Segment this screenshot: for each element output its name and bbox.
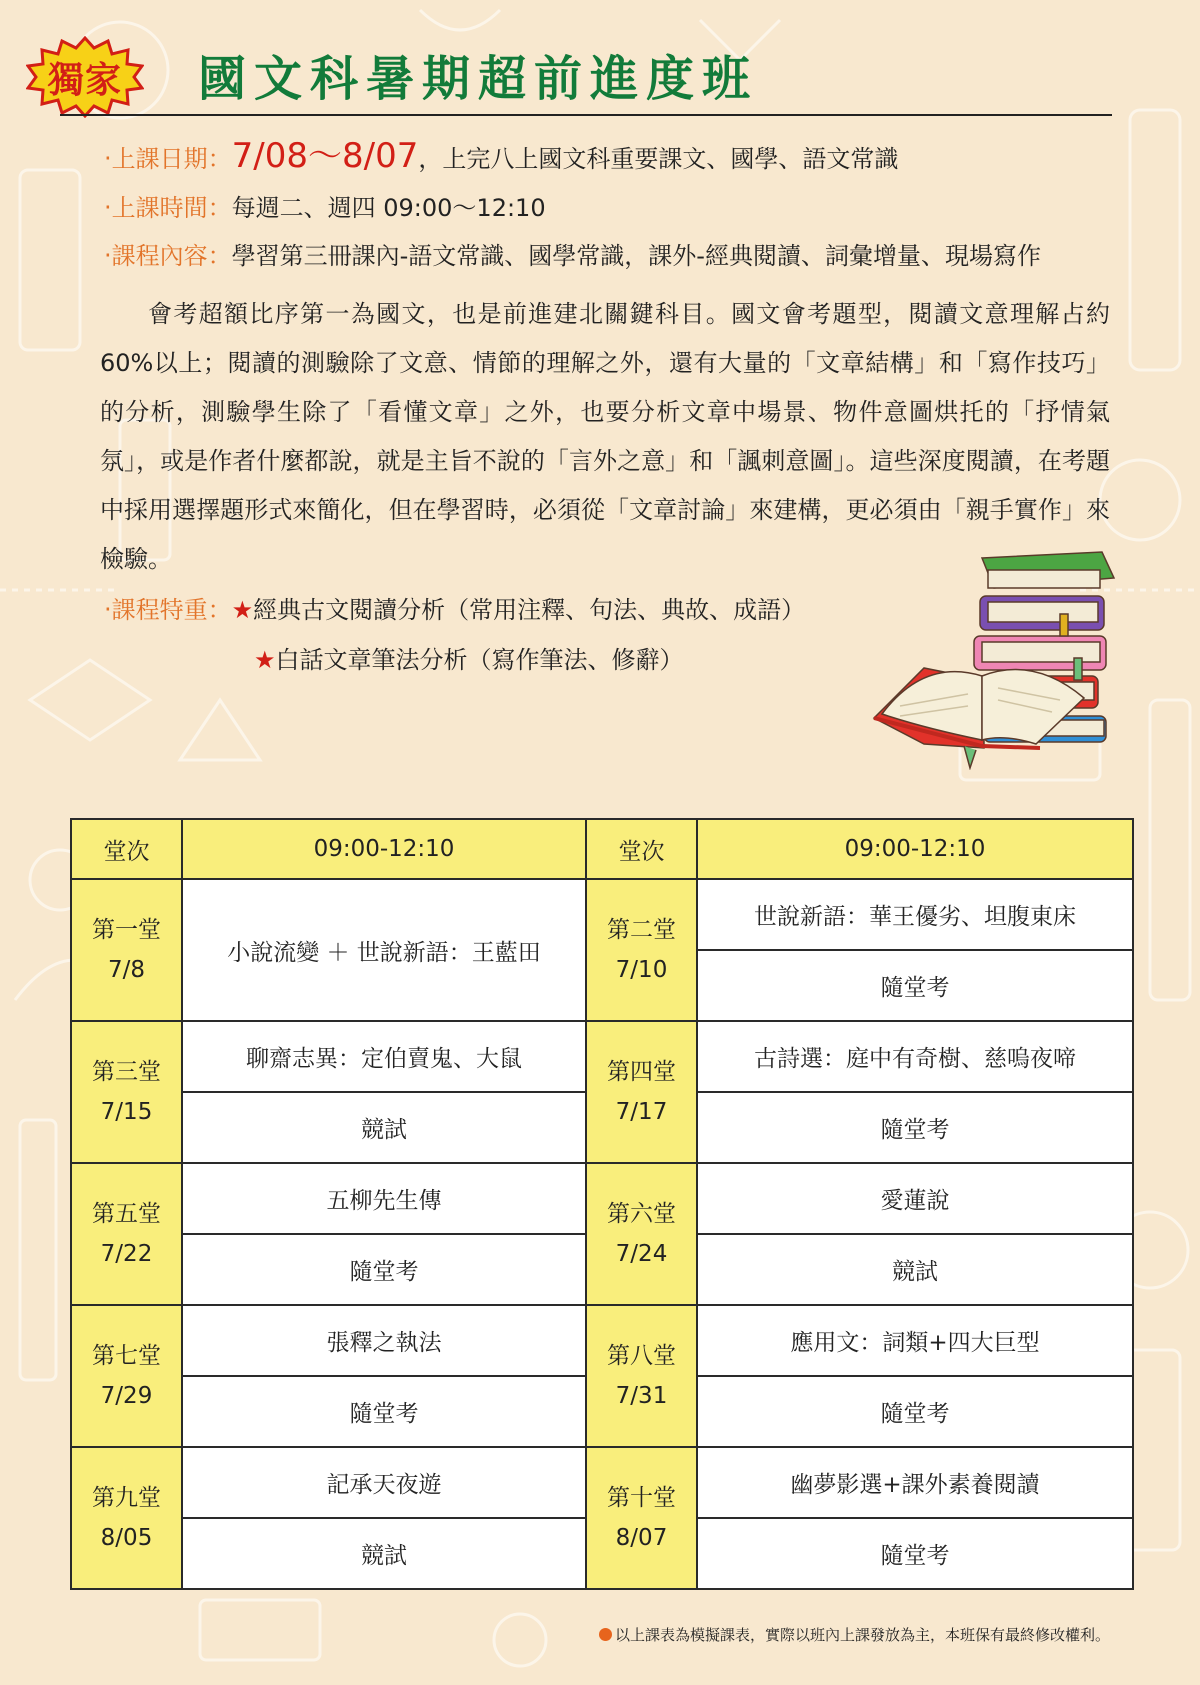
class-date-line <box>104 128 898 177</box>
session-date: 8/05 <box>100 1525 153 1551</box>
topic-cell: 隨堂考 <box>697 950 1133 1021</box>
class-date-label: ‧上課日期： <box>104 145 232 173</box>
session-date: 7/31 <box>615 1383 668 1409</box>
session-name: 第一堂 <box>92 917 161 943</box>
header-session-right: 堂次 <box>586 819 697 879</box>
course-content-line <box>104 236 1041 271</box>
session-date: 7/15 <box>100 1099 153 1125</box>
course-feature-item-1: 經典古文閱讀分析（常用注釋、句法、典故、成語） <box>253 596 806 624</box>
session-name: 第五堂 <box>92 1201 161 1227</box>
session-name: 第二堂 <box>607 917 676 943</box>
table-row <box>71 1305 1133 1376</box>
class-time-value: 每週二、週四 09:00～12:10 <box>231 194 546 222</box>
intro-paragraph: 會考超額比序第一為國文，也是前進建北關鍵科目。國文會考題型，閱讀文意理解占約60%以上；閱讀的測驗除了文意、情節的理解之外，還有大量的「文章結構」和「寫作技巧」的分析，測驗學生除了「看懂文章」之外，也要分析文章中場景、物件意圖烘托的「抒情氣氛」，或是作者什麼都說，就是主旨不說的「言外之意」和「諷刺意圖」。這些深度閱讀，在考題中採用選擇題形式來簡化，但在學習時，必須從「文章討論」來建構，更必須由「親手實作」來檢驗。 <box>100 300 1110 573</box>
topic-cell: 競試 <box>182 1518 586 1589</box>
star-icon: ★ <box>254 646 276 674</box>
table-row <box>71 1021 1133 1092</box>
session-cell <box>71 1163 182 1305</box>
topic-cell: 小說流變 ＋ 世說新語：王藍田 <box>182 879 586 1021</box>
class-date-start: 7/08 <box>231 136 308 176</box>
class-date-separator: ～ <box>308 136 342 176</box>
topic-cell: 競試 <box>697 1234 1133 1305</box>
header-time-left: 09:00-12:10 <box>182 819 586 879</box>
page-title: 國文科暑期超前進度班 <box>198 51 759 107</box>
header-session-left: 堂次 <box>71 819 182 879</box>
table-row <box>71 879 1133 950</box>
badge-label: 獨家 <box>47 59 122 101</box>
session-cell <box>71 1447 182 1589</box>
session-cell <box>71 1021 182 1163</box>
schedule-table <box>70 818 1134 1590</box>
session-date: 7/29 <box>100 1383 153 1409</box>
session-cell <box>586 1163 697 1305</box>
session-date: 8/07 <box>615 1525 668 1551</box>
topic-cell: 隨堂考 <box>697 1518 1133 1589</box>
class-date-description: ，上完八上國文科重要課文、國學、語文常識 <box>418 145 899 173</box>
table-header-row <box>71 819 1133 879</box>
session-name: 第八堂 <box>607 1343 676 1369</box>
session-name: 第十堂 <box>607 1485 676 1511</box>
topic-cell: 愛蓮說 <box>697 1163 1133 1234</box>
header-time-right: 09:00-12:10 <box>697 819 1133 879</box>
topic-cell: 聊齋志異：定伯賣鬼、大鼠 <box>182 1021 586 1092</box>
table-row <box>71 1447 1133 1518</box>
topic-cell: 隨堂考 <box>697 1092 1133 1163</box>
class-date-end: 8/07 <box>342 136 419 176</box>
exclusive-badge <box>26 36 144 118</box>
course-feature-line-2 <box>254 640 684 675</box>
table-row <box>71 1163 1133 1234</box>
session-cell <box>586 1305 697 1447</box>
session-name: 第三堂 <box>92 1059 161 1085</box>
bullet-dot-icon <box>599 1628 612 1641</box>
course-content-value: 學習第三冊課內-語文常識、國學常識，課外-經典閱讀、詞彙增量、現場寫作 <box>231 242 1041 270</box>
course-feature-label: ‧課程特重： <box>104 596 232 624</box>
course-feature-line-1 <box>104 590 805 625</box>
footnote <box>599 1624 1110 1645</box>
session-cell <box>586 1447 697 1589</box>
session-date: 7/22 <box>100 1241 153 1267</box>
topic-cell: 世說新語：華王優劣、坦腹東床 <box>697 879 1133 950</box>
topic-cell: 競試 <box>182 1092 586 1163</box>
session-name: 第七堂 <box>92 1343 161 1369</box>
footnote-text: 以上課表為模擬課表，實際以班內上課發放為主，本班保有最終修改權利。 <box>614 1626 1110 1644</box>
book-stack-icon <box>864 548 1134 770</box>
session-cell <box>71 1305 182 1447</box>
session-cell <box>586 879 697 1021</box>
topic-cell: 應用文：詞類+四大巨型 <box>697 1305 1133 1376</box>
topic-cell: 隨堂考 <box>182 1234 586 1305</box>
topic-cell: 五柳先生傳 <box>182 1163 586 1234</box>
topic-cell: 幽夢影選+課外素養閱讀 <box>697 1447 1133 1518</box>
class-time-label: ‧上課時間： <box>104 194 232 222</box>
session-name: 第六堂 <box>607 1201 676 1227</box>
topic-cell: 隨堂考 <box>182 1376 586 1447</box>
session-date: 7/10 <box>615 957 668 983</box>
session-cell <box>71 879 182 1021</box>
session-date: 7/17 <box>615 1099 668 1125</box>
topic-cell: 張釋之執法 <box>182 1305 586 1376</box>
class-time-line <box>104 188 546 223</box>
topic-cell: 記承天夜遊 <box>182 1447 586 1518</box>
session-name: 第九堂 <box>92 1485 161 1511</box>
topic-cell: 隨堂考 <box>697 1376 1133 1447</box>
session-name: 第四堂 <box>607 1059 676 1085</box>
course-content-label: ‧課程內容： <box>104 242 232 270</box>
star-icon: ★ <box>231 596 254 624</box>
title-divider <box>60 114 1112 116</box>
topic-cell: 古詩選：庭中有奇樹、慈嗚夜啼 <box>697 1021 1133 1092</box>
session-date: 7/24 <box>615 1241 668 1267</box>
session-date: 7/8 <box>107 957 145 983</box>
session-cell <box>586 1021 697 1163</box>
course-feature-item-2: 白話文章筆法分析（寫作筆法、修辭） <box>275 646 684 674</box>
